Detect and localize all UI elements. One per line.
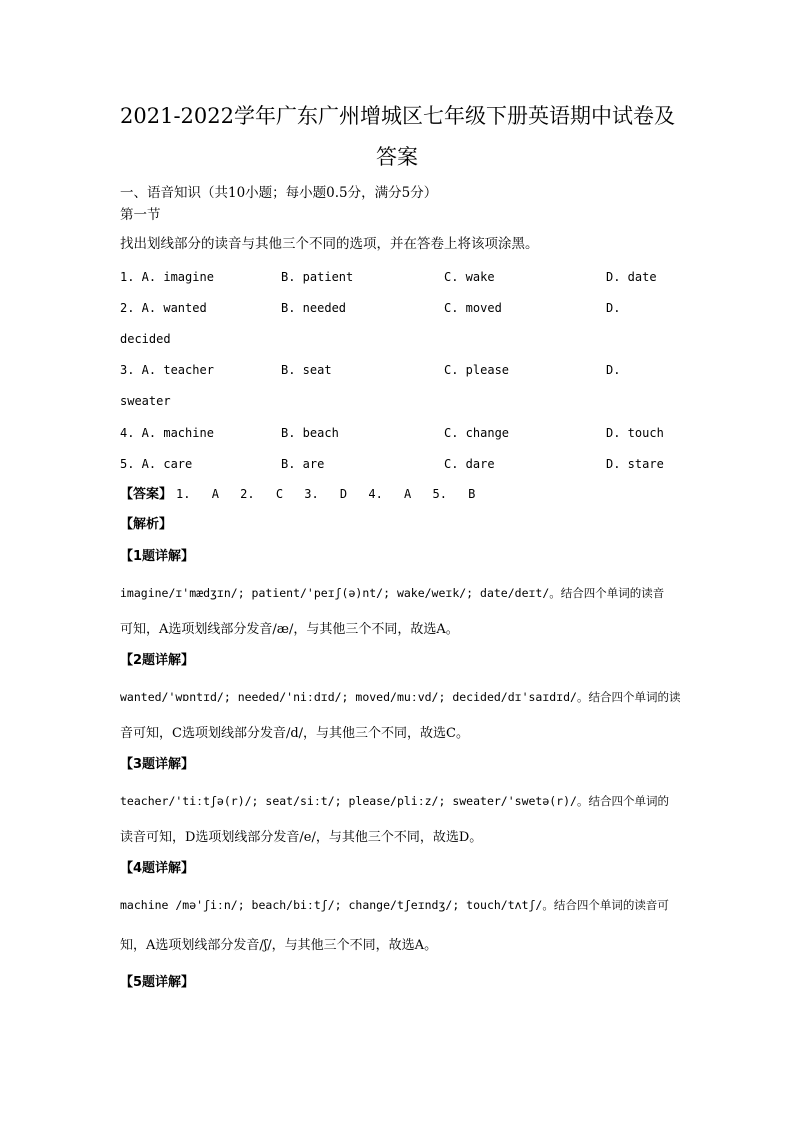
detail-3-line-1: teacher/'tiːtʃə(r)/; seat/siːt/; please/pliːz/; sweater/'swetə(r)/。结合四个单词的 <box>120 794 669 808</box>
question-5-option-c: C. dare <box>444 457 495 471</box>
question-3-option-c: C. please <box>444 363 510 377</box>
question-3-option-d-word: sweater <box>120 394 171 408</box>
detail-1-line-2: 可知，A选项划线部分发音/æ/，与其他三个不同，故选A。 <box>120 622 459 637</box>
detail-4-line-1: machine /mə'ʃiːn/; beach/biːtʃ/; change/tʃeɪndʒ/; touch/tʌtʃ/。结合四个单词的读音可 <box>120 898 669 912</box>
detail-4-line-2: 知，A选项划线部分发音/ʃ/，与其他三个不同，故选A。 <box>120 938 438 953</box>
answer-label: 【答案】 <box>120 487 173 502</box>
question-1-option-a: 1. A. imagine <box>120 270 214 284</box>
question-4-option-b: B. beach <box>281 426 339 440</box>
question-4-option-c: C. change <box>444 426 510 440</box>
detail-4-heading: 【4题详解】 <box>120 861 195 876</box>
document-title-line-1: 2021-2022学年广东广州增城区七年级下册英语期中试卷及 <box>120 104 675 128</box>
analysis-heading: 【解析】 <box>120 517 173 532</box>
question-1-option-c: C. wake <box>444 270 495 284</box>
question-5-option-d: D. stare <box>606 457 664 471</box>
answer-values: 1. A 2. C 3. D 4. A 5. B <box>176 487 476 501</box>
question-1-option-d: D. date <box>606 270 657 284</box>
question-5-option-b: B. are <box>281 457 325 471</box>
question-2-option-c: C. moved <box>444 301 502 315</box>
detail-3-line-2: 读音可知，D选项划线部分发音/e/，与其他三个不同，故选D。 <box>120 830 483 845</box>
question-2-option-a: 2. A. wanted <box>120 301 207 315</box>
part-heading: 第一节 <box>120 207 161 223</box>
question-3-option-a: 3. A. teacher <box>120 363 214 377</box>
question-2-option-d: D. <box>606 301 621 315</box>
instruction-text: 找出划线部分的读音与其他三个不同的选项，并在答卷上将该项涂黑。 <box>120 236 539 252</box>
answer-line <box>120 488 475 502</box>
question-1-option-b: B. patient <box>281 270 354 284</box>
section-heading: 一、语音知识（共10小题；每小题0.5分，满分5分） <box>120 185 438 201</box>
question-2-option-d-word: decided <box>120 332 171 346</box>
question-3-option-b: B. seat <box>281 363 332 377</box>
question-4-option-d: D. touch <box>606 426 664 440</box>
question-5-option-a: 5. A. care <box>120 457 193 471</box>
question-2-option-b: B. needed <box>281 301 347 315</box>
document-title-line-2: 答案 <box>376 145 418 169</box>
detail-2-line-2: 音可知，C选项划线部分发音/d/，与其他三个不同，故选C。 <box>120 726 469 741</box>
detail-1-line-1: imagine/ɪ'mædʒɪn/; patient/'peɪʃ(ə)nt/; wake/weɪk/; date/deɪt/。结合四个单词的读音 <box>120 586 665 600</box>
detail-5-heading: 【5题详解】 <box>120 975 195 990</box>
detail-3-heading: 【3题详解】 <box>120 757 195 772</box>
question-3-option-d: D. <box>606 363 621 377</box>
detail-2-heading: 【2题详解】 <box>120 653 195 668</box>
detail-2-line-1: wanted/'wɒntɪd/; needed/'niːdɪd/; moved/muːvd/; decided/dɪ'saɪdɪd/。结合四个单词的读 <box>120 690 681 704</box>
detail-1-heading: 【1题详解】 <box>120 549 195 564</box>
question-4-option-a: 4. A. machine <box>120 426 214 440</box>
